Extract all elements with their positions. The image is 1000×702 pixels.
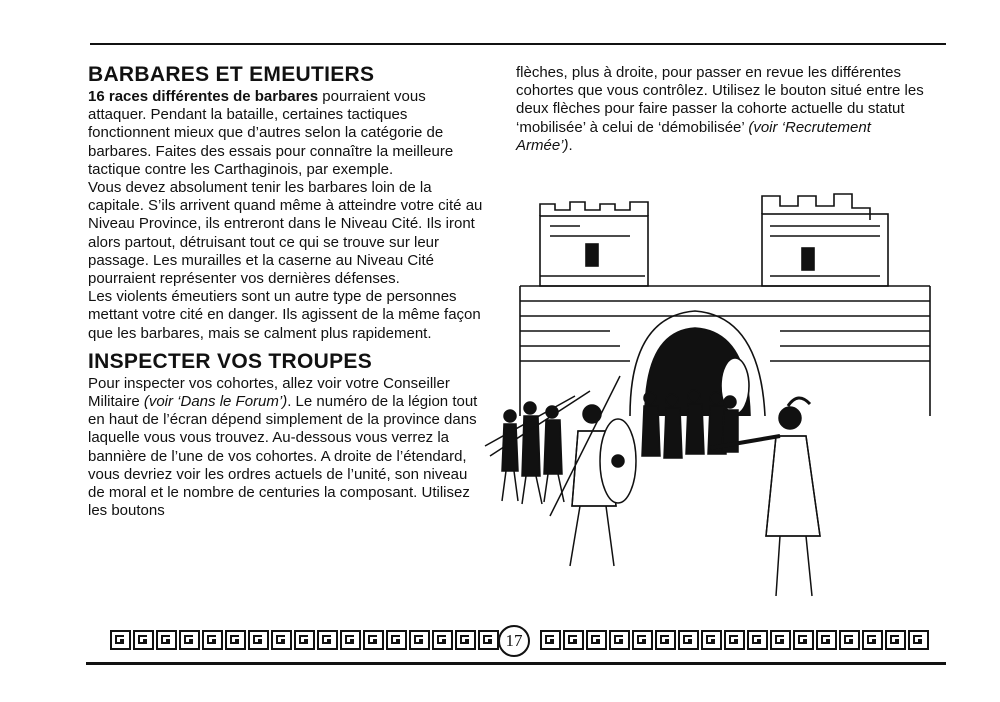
paragraph-text: flèches, plus à droite, pour passer en revue les différentes cohortes que vous contrôlez. Utilisez le bouton situé entre les deux flèches pour faire passer la cohorte actuelle du statut ‘mobilisée’ à celui de ‘démobilisée’: [516, 64, 924, 136]
greek-key-border: [100, 622, 930, 656]
cross-reference: (voir ‘Dans le Forum’): [143, 393, 288, 411]
cross-reference: (voir ‘Recrutement Armée’): [516, 118, 871, 154]
top-rule: [90, 43, 946, 45]
roman-gate-illustration: [480, 186, 950, 616]
bottom-rule: [86, 662, 946, 665]
section-title-barbares: BARBARES ET EMEUTIERS: [88, 63, 375, 86]
section-title-troupes: INSPECTER VOS TROUPES: [88, 349, 373, 373]
page-number: 17: [498, 625, 530, 657]
left-column: [88, 62, 488, 520]
paragraph-capitale: Vous devez absolument tenir les barbares loin de la capitale. S’ils arrivent quand même à atteindre votre cité au Niveau Province, ils entreront dans le Niveau Cité. Ils iront alors partout, détruisant tout ce qui se trouve sur leur passage. Les murailles et la caserne au Niveau Cité pourraient représenter vos dernières défenses.: [88, 179, 483, 288]
paragraph-continued: [516, 64, 926, 155]
paragraph-emeutiers: Les violents émeutiers sont un autre type de personnes mettant votre cité en danger. Ils agissent de la même façon que les barbares, mais se calment plus rapidement.: [88, 288, 481, 342]
paragraph-inspecter: [88, 375, 488, 521]
greek-key-left: [110, 630, 499, 652]
lead-text: 16 races différentes de barbares: [88, 88, 319, 105]
paragraph-text: Pour inspecter vos cohortes, allez voir votre Conseiller Militaire: [88, 374, 450, 411]
paragraph-text: pourraient vous attaquer. Pendant la bataille, certaines tactiques fonctionnent mieux que d’autres selon la catégorie de barbares. Faites des essais pour connaître la meilleure tactique contre les Carthaginois, par exemple.: [88, 88, 454, 178]
paragraph-barbares-intro: [88, 88, 488, 179]
greek-key-right: [540, 630, 929, 652]
paragraph-text: .: [568, 136, 573, 154]
right-column: [516, 64, 926, 155]
paragraph-text: . Le numéro de la légion tout en haut de l’écran dépend simplement de la province dans laquelle vous vous trouvez. Au-dessous vous verrez la bannière de l’une de vos cohortes. A droite de l’étendard, vous devriez voir les ordres actuels de l’unité, son niveau de moral et le nombre de centuries la composant. Utilisez les boutons: [88, 393, 478, 520]
